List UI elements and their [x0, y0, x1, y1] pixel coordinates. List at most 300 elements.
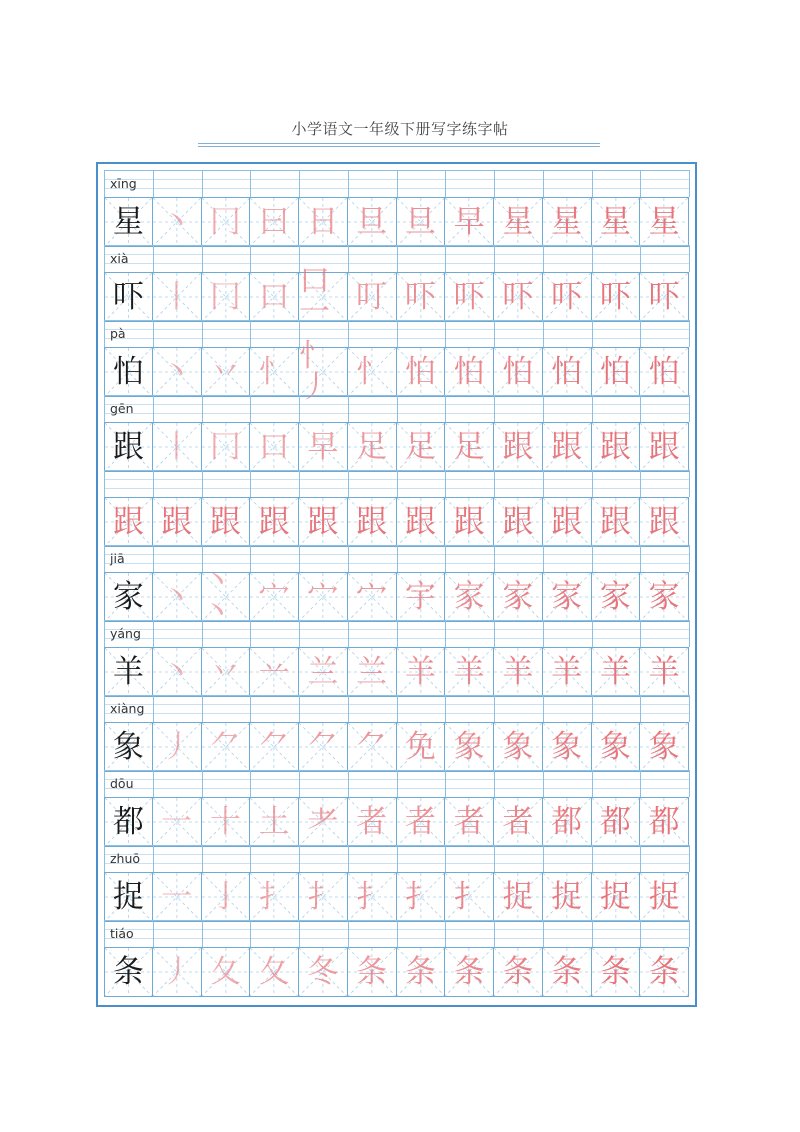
stroke-step-char: 足 — [356, 428, 388, 465]
pinyin-label: xiàng — [110, 701, 145, 716]
trace-char-cell — [104, 498, 153, 546]
title-underline-bottom — [198, 146, 600, 147]
trace-char-cell — [445, 723, 494, 771]
trace-char-cell — [153, 873, 202, 921]
stroke-step-char: 都 — [551, 803, 583, 840]
trace-char-cell — [250, 273, 299, 321]
trace-char-cell — [299, 648, 348, 696]
model-char: 羊 — [112, 653, 144, 690]
stroke-step-char: 丶 — [161, 203, 193, 240]
stroke-step-char: 跟 — [599, 503, 631, 540]
trace-char-cell — [299, 723, 348, 771]
trace-char-cell — [543, 723, 592, 771]
trace-char-cell — [397, 648, 446, 696]
trace-char-cell — [543, 348, 592, 396]
stroke-step-char: 丨 — [161, 278, 193, 315]
pinyin-band — [104, 770, 689, 797]
stroke-step-char: 土 — [258, 803, 290, 840]
trace-char-cell — [494, 423, 543, 471]
stroke-step-char: 丷 — [209, 653, 241, 690]
trace-char-cell — [153, 573, 202, 621]
stroke-step-char: 宀 — [356, 578, 388, 615]
trace-char-cell — [250, 423, 299, 471]
trace-char-cell — [348, 573, 397, 621]
model-char-cell — [104, 648, 153, 696]
stroke-step-char: ⺈ — [209, 728, 241, 765]
stroke-step-char: 丨 — [161, 428, 193, 465]
pinyin-label: pà — [110, 326, 126, 341]
stroke-step-char: 吓 — [502, 278, 534, 315]
trace-char-cell — [153, 798, 202, 846]
trace-char-cell — [397, 273, 446, 321]
trace-char-cell — [397, 348, 446, 396]
trace-char-cell — [640, 723, 689, 771]
stroke-step-char: 羊 — [648, 653, 680, 690]
trace-char-cell — [299, 798, 348, 846]
trace-char-cell — [640, 948, 689, 996]
stroke-step-char: 捉 — [648, 878, 680, 915]
model-char: 星 — [112, 203, 144, 240]
char-row — [104, 422, 689, 472]
trace-char-cell — [494, 948, 543, 996]
trace-char-cell — [202, 798, 251, 846]
stroke-step-char: 扌 — [258, 878, 290, 915]
trace-char-cell — [299, 873, 348, 921]
stroke-step-char: 早 — [307, 428, 339, 465]
trace-char-cell — [494, 273, 543, 321]
stroke-step-char: 冂 — [209, 203, 241, 240]
stroke-step-char: 捉 — [502, 878, 534, 915]
stroke-step-char: 忄 — [258, 353, 290, 390]
pinyin-label: xīng — [110, 176, 137, 191]
stroke-step-char: 䒑 — [258, 653, 290, 690]
trace-char-cell — [250, 198, 299, 246]
trace-char-cell — [250, 873, 299, 921]
trace-char-cell — [250, 948, 299, 996]
trace-char-cell — [348, 273, 397, 321]
trace-char-cell — [494, 348, 543, 396]
trace-char-cell — [592, 198, 641, 246]
stroke-step-char: 星 — [502, 203, 534, 240]
trace-char-cell — [445, 573, 494, 621]
stroke-step-char: 口 — [258, 428, 290, 465]
stroke-step-char: 星 — [551, 203, 583, 240]
stroke-step-char: 口一 — [299, 263, 330, 330]
stroke-step-char: 丶 — [161, 578, 193, 615]
stroke-step-char: ⺈ — [356, 728, 388, 765]
stroke-step-char: 宀 — [307, 578, 339, 615]
stroke-step-char: 怕 — [404, 353, 436, 390]
trace-char-cell — [299, 338, 348, 405]
stroke-step-char: 叮 — [356, 278, 388, 315]
stroke-step-char: 者 — [404, 803, 436, 840]
stroke-step-char: ⺈ — [307, 728, 339, 765]
trace-char-cell — [397, 948, 446, 996]
trace-char-cell — [592, 498, 641, 546]
stroke-step-char: 冂 — [209, 428, 241, 465]
trace-char-cell — [445, 798, 494, 846]
stroke-step-char: 十 — [209, 803, 241, 840]
char-row — [104, 563, 689, 630]
trace-char-cell — [445, 648, 494, 696]
stroke-step-char: 条 — [453, 953, 485, 990]
trace-char-cell — [250, 573, 299, 621]
trace-char-cell — [543, 423, 592, 471]
stroke-step-char: 宀 — [258, 578, 290, 615]
trace-char-cell — [299, 948, 348, 996]
trace-char-cell — [543, 873, 592, 921]
trace-char-cell — [543, 273, 592, 321]
pinyin-label: tiáo — [110, 926, 134, 941]
stroke-step-char: 夂 — [258, 953, 290, 990]
stroke-step-char: 羊 — [551, 653, 583, 690]
model-char: 跟 — [112, 428, 144, 465]
trace-char-cell — [543, 948, 592, 996]
trace-char-cell — [202, 348, 251, 396]
trace-char-cell — [640, 498, 689, 546]
trace-char-cell — [348, 873, 397, 921]
trace-char-cell — [397, 573, 446, 621]
trace-char-cell — [153, 948, 202, 996]
stroke-step-char: 象 — [502, 728, 534, 765]
stroke-step-char: 者 — [502, 803, 534, 840]
stroke-step-char: 星 — [648, 203, 680, 240]
trace-char-cell — [348, 798, 397, 846]
trace-char-cell — [445, 198, 494, 246]
stroke-step-char: 家 — [648, 578, 680, 615]
stroke-step-char: 条 — [648, 953, 680, 990]
model-char: 吓 — [112, 278, 144, 315]
stroke-step-char: 跟 — [599, 428, 631, 465]
trace-char-cell — [153, 498, 202, 546]
stroke-step-char: 吓 — [599, 278, 631, 315]
trace-char-cell — [640, 648, 689, 696]
trace-char-cell — [640, 798, 689, 846]
model-char: 都 — [112, 803, 144, 840]
pinyin-label: dōu — [110, 776, 134, 791]
stroke-step-char: 冬 — [307, 953, 339, 990]
stroke-step-char: 忄 — [356, 353, 388, 390]
trace-char-cell — [250, 648, 299, 696]
trace-char-cell — [348, 648, 397, 696]
trace-char-cell — [640, 573, 689, 621]
stroke-step-char: 一 — [161, 803, 193, 840]
trace-char-cell — [640, 423, 689, 471]
trace-char-cell — [640, 873, 689, 921]
trace-char-cell — [250, 348, 299, 396]
trace-char-cell — [202, 723, 251, 771]
stroke-step-char: 跟 — [307, 503, 339, 540]
trace-char-cell — [543, 573, 592, 621]
pinyin-band — [104, 245, 689, 272]
model-char: 象 — [112, 728, 144, 765]
pinyin-band — [104, 920, 689, 947]
trace-char-cell — [592, 573, 641, 621]
stroke-step-char: 都 — [599, 803, 631, 840]
pinyin-band — [104, 545, 689, 572]
stroke-step-char: 怕 — [648, 353, 680, 390]
stroke-step-char: 跟 — [502, 503, 534, 540]
trace-char-cell — [348, 348, 397, 396]
trace-char-cell — [640, 348, 689, 396]
stroke-step-char: ⺈ — [258, 728, 290, 765]
trace-char-cell — [299, 263, 348, 330]
stroke-step-char: 跟 — [209, 503, 241, 540]
stroke-step-char: 宇 — [404, 578, 436, 615]
stroke-step-char: 条 — [502, 953, 534, 990]
trace-char-cell — [445, 423, 494, 471]
trace-char-cell — [592, 273, 641, 321]
stroke-step-char: 亅 — [209, 878, 241, 915]
pinyin-label: jiā — [110, 551, 125, 566]
stroke-step-char: 吓 — [551, 278, 583, 315]
stroke-step-char: 捉 — [551, 878, 583, 915]
model-char-cell — [104, 198, 153, 246]
stroke-step-char: 忄丿 — [299, 338, 330, 405]
trace-char-cell — [397, 873, 446, 921]
trace-char-cell — [348, 198, 397, 246]
trace-char-cell — [250, 498, 299, 546]
stroke-step-char: 跟 — [453, 503, 485, 540]
char-row — [104, 263, 689, 330]
practice-sheet — [96, 162, 697, 1007]
pinyin-band — [104, 845, 689, 872]
stroke-step-char: 兰 — [356, 653, 388, 690]
char-row — [104, 497, 689, 547]
stroke-step-char: 扌 — [307, 878, 339, 915]
stroke-step-char: 足 — [404, 428, 436, 465]
stroke-step-char: 夂 — [209, 953, 241, 990]
stroke-step-char: 跟 — [648, 428, 680, 465]
stroke-step-char: 怕 — [551, 353, 583, 390]
stroke-step-char: 足 — [453, 428, 485, 465]
trace-char-cell — [348, 948, 397, 996]
model-char: 捉 — [112, 878, 144, 915]
pinyin-band — [104, 395, 689, 422]
pinyin-label: yáng — [110, 626, 141, 641]
stroke-step-char: 扌 — [404, 878, 436, 915]
model-char-cell — [104, 573, 153, 621]
stroke-step-char: 条 — [599, 953, 631, 990]
trace-char-cell — [201, 563, 251, 630]
trace-char-cell — [153, 723, 202, 771]
stroke-step-char: 家 — [599, 578, 631, 615]
stroke-step-char: 吓 — [404, 278, 436, 315]
stroke-step-char: 跟 — [551, 428, 583, 465]
stroke-step-char: 条 — [356, 953, 388, 990]
pinyin-band — [104, 620, 689, 647]
trace-char-cell — [348, 423, 397, 471]
trace-char-cell — [494, 198, 543, 246]
stroke-step-char: 丿 — [161, 728, 193, 765]
stroke-step-char: 星 — [599, 203, 631, 240]
stroke-step-char: 家 — [453, 578, 485, 615]
stroke-step-char: 羊 — [404, 653, 436, 690]
stroke-step-char: 跟 — [112, 503, 144, 540]
stroke-step-char: 象 — [599, 728, 631, 765]
trace-char-cell — [445, 273, 494, 321]
stroke-step-char: 象 — [453, 728, 485, 765]
stroke-step-char: 扌 — [453, 878, 485, 915]
stroke-step-char: 吓 — [648, 278, 680, 315]
stroke-step-char: 者 — [453, 803, 485, 840]
stroke-step-char: 跟 — [356, 503, 388, 540]
stroke-step-char: 跟 — [404, 503, 436, 540]
stroke-step-char: 都 — [648, 803, 680, 840]
char-row — [104, 797, 689, 847]
char-row — [104, 722, 689, 772]
trace-char-cell — [397, 798, 446, 846]
trace-char-cell — [592, 948, 641, 996]
page-title: 小学语文一年级下册写字练字帖 — [291, 120, 509, 138]
trace-char-cell — [640, 198, 689, 246]
model-char-cell — [104, 348, 153, 396]
stroke-step-char: 免 — [404, 728, 436, 765]
trace-char-cell — [445, 873, 494, 921]
stroke-step-char: 丿 — [161, 953, 193, 990]
char-row — [104, 197, 689, 247]
trace-char-cell — [592, 648, 641, 696]
trace-char-cell — [543, 798, 592, 846]
stroke-step-char: 跟 — [258, 503, 290, 540]
trace-char-cell — [494, 873, 543, 921]
pinyin-band — [104, 170, 689, 197]
trace-char-cell — [153, 198, 202, 246]
trace-char-cell — [543, 498, 592, 546]
model-char-cell — [104, 723, 153, 771]
trace-char-cell — [397, 423, 446, 471]
char-row — [104, 647, 689, 697]
trace-char-cell — [445, 348, 494, 396]
trace-char-cell — [202, 198, 251, 246]
trace-char-cell — [494, 573, 543, 621]
stroke-step-char: 日 — [307, 203, 339, 240]
trace-char-cell — [592, 723, 641, 771]
stroke-step-char: 冂 — [209, 278, 241, 315]
stroke-step-char: 羊 — [502, 653, 534, 690]
trace-char-cell — [494, 498, 543, 546]
trace-char-cell — [299, 198, 348, 246]
stroke-step-char: 兰 — [307, 653, 339, 690]
stroke-step-char: 跟 — [161, 503, 193, 540]
stroke-step-char: 怕 — [453, 353, 485, 390]
trace-char-cell — [202, 498, 251, 546]
trace-char-cell — [299, 423, 348, 471]
trace-char-cell — [202, 873, 251, 921]
pinyin-band — [104, 695, 689, 722]
pinyin-label: xià — [110, 251, 129, 266]
stroke-step-char: 曰 — [258, 203, 290, 240]
stroke-step-char: 羊 — [599, 653, 631, 690]
stroke-step-char: 象 — [648, 728, 680, 765]
trace-char-cell — [153, 648, 202, 696]
trace-char-cell — [543, 198, 592, 246]
stroke-step-char: 丶丶 — [201, 563, 233, 630]
trace-char-cell — [202, 423, 251, 471]
stroke-step-char: 条 — [404, 953, 436, 990]
stroke-step-char: 旦 — [356, 203, 388, 240]
stroke-step-char: 口 — [258, 278, 290, 315]
char-row — [104, 338, 689, 405]
trace-char-cell — [592, 798, 641, 846]
stroke-step-char: 扌 — [356, 878, 388, 915]
trace-char-cell — [299, 573, 348, 621]
trace-char-cell — [397, 498, 446, 546]
trace-char-cell — [494, 648, 543, 696]
trace-char-cell — [348, 498, 397, 546]
trace-char-cell — [397, 723, 446, 771]
stroke-step-char: 怕 — [502, 353, 534, 390]
model-char-cell — [104, 798, 153, 846]
trace-char-cell — [250, 723, 299, 771]
trace-char-cell — [445, 498, 494, 546]
stroke-step-char: 象 — [551, 728, 583, 765]
trace-char-cell — [592, 348, 641, 396]
trace-char-cell — [153, 423, 202, 471]
stroke-step-char: 家 — [502, 578, 534, 615]
trace-char-cell — [348, 723, 397, 771]
trace-char-cell — [153, 348, 202, 396]
stroke-step-char: 早 — [453, 203, 485, 240]
trace-char-cell — [397, 198, 446, 246]
model-char-cell — [104, 873, 153, 921]
stroke-step-char: 羊 — [453, 653, 485, 690]
trace-char-cell — [494, 723, 543, 771]
trace-char-cell — [202, 948, 251, 996]
stroke-step-char: 一 — [161, 878, 193, 915]
trace-char-cell — [592, 423, 641, 471]
trace-char-cell — [543, 648, 592, 696]
stroke-step-char: 耂 — [307, 803, 339, 840]
model-char: 家 — [112, 578, 144, 615]
stroke-step-char: 丶 — [161, 353, 193, 390]
stroke-step-char: 怕 — [599, 353, 631, 390]
stroke-step-char: 丶 — [161, 653, 193, 690]
trace-char-cell — [250, 798, 299, 846]
trace-char-cell — [592, 873, 641, 921]
stroke-step-char: 跟 — [502, 428, 534, 465]
trace-char-cell — [202, 648, 251, 696]
pinyin-band — [104, 470, 689, 497]
stroke-step-char: 丷 — [209, 353, 241, 390]
model-char-cell — [104, 423, 153, 471]
trace-char-cell — [202, 273, 251, 321]
title-underline-top — [198, 143, 600, 144]
stroke-step-char: 捉 — [599, 878, 631, 915]
model-char-cell — [104, 948, 153, 996]
char-row — [104, 947, 689, 997]
pinyin-label: gēn — [110, 401, 134, 416]
stroke-step-char: 条 — [551, 953, 583, 990]
stroke-step-char: 吓 — [453, 278, 485, 315]
trace-char-cell — [445, 948, 494, 996]
pinyin-label: zhuō — [110, 851, 141, 866]
stroke-step-char: 家 — [551, 578, 583, 615]
trace-char-cell — [640, 273, 689, 321]
stroke-step-char: 者 — [356, 803, 388, 840]
stroke-step-char: 跟 — [551, 503, 583, 540]
trace-char-cell — [153, 273, 202, 321]
trace-char-cell — [299, 498, 348, 546]
stroke-step-char: 跟 — [648, 503, 680, 540]
char-row — [104, 872, 689, 922]
stroke-step-char: 旦 — [404, 203, 436, 240]
trace-char-cell — [494, 798, 543, 846]
model-char: 条 — [112, 953, 144, 990]
model-char: 怕 — [112, 353, 144, 390]
model-char-cell — [104, 273, 153, 321]
pinyin-band — [104, 320, 689, 347]
